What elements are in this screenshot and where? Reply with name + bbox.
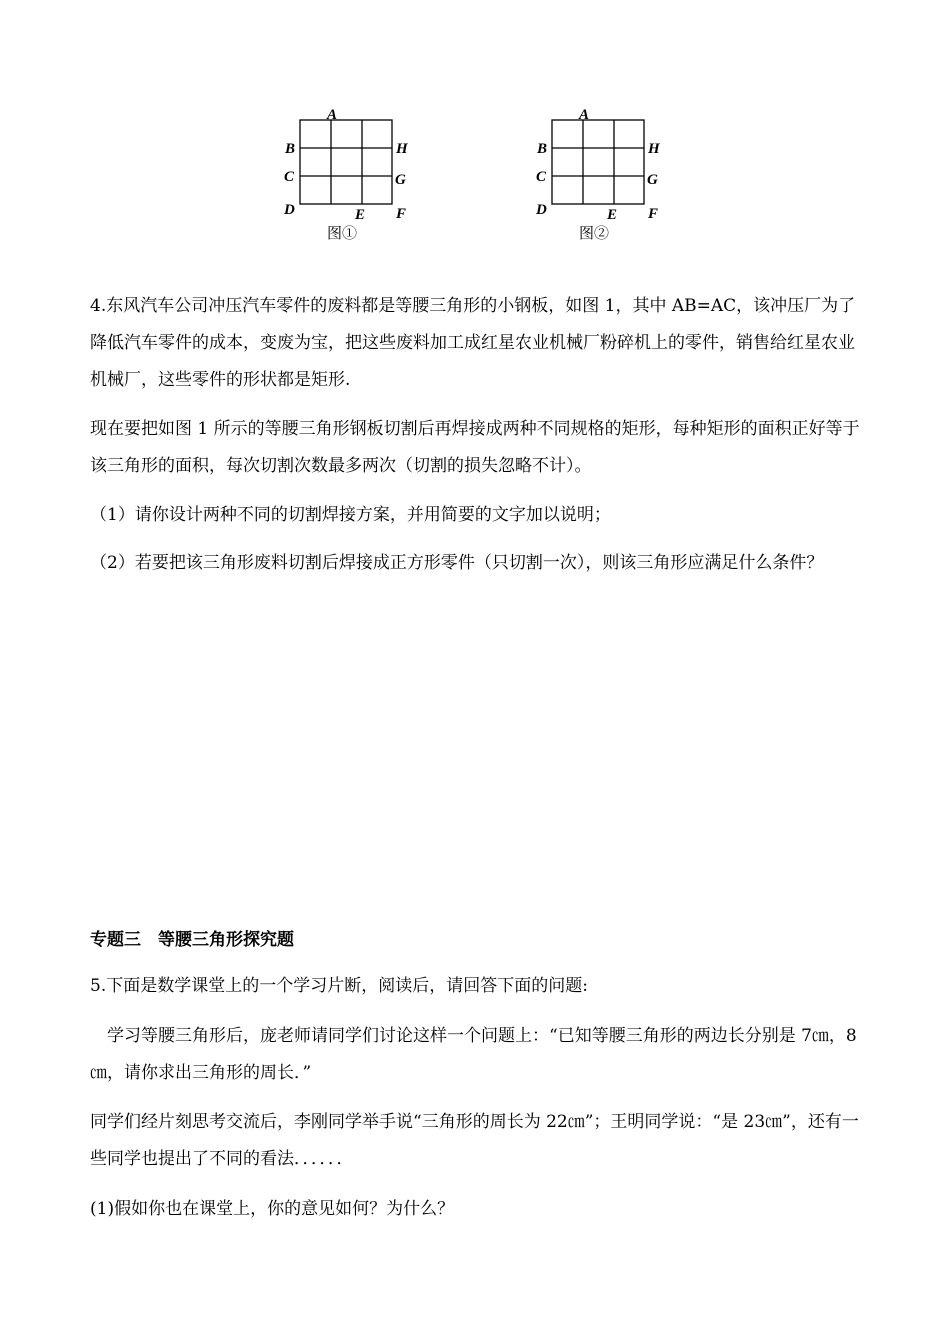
label-a: A <box>327 107 338 123</box>
grid-figure-2 <box>532 102 672 227</box>
problem4-question2: （2）若要把该三角形废料切割后焊接成正方形零件（只切割一次），则该三角形应满足什么条件？ <box>90 553 824 573</box>
label-d: D <box>284 202 295 218</box>
label-f: F <box>648 206 659 222</box>
label-g: G <box>647 172 658 188</box>
label-b: B <box>285 141 296 157</box>
label-h: H <box>396 141 408 157</box>
problem4-task: 现在要把如图 1 所示的等腰三角形钢板切割后再焊接成两种不同规格的矩形，每种矩形的面积正好等于该三角形的面积，每次切割次数最多两次（切割的损失忽略不计）。 <box>90 419 860 476</box>
label-c: C <box>284 169 295 185</box>
label-e: E <box>607 207 618 223</box>
label-f: F <box>396 206 407 222</box>
label-h: H <box>648 141 660 157</box>
figure-caption-1: 图① <box>326 224 357 242</box>
figure-caption-2: 图② <box>578 224 609 242</box>
label-a: A <box>579 107 590 123</box>
problem5-question1: (1)假如你也在课堂上，你的意见如何？为什么？ <box>90 1199 455 1219</box>
grid-figure-1 <box>280 102 420 227</box>
label-b: B <box>537 141 548 157</box>
grid-lines <box>300 120 392 204</box>
label-e: E <box>355 207 366 223</box>
grid-diagram-1 <box>280 102 420 227</box>
label-g: G <box>395 172 406 188</box>
problem5-quote: 学习等腰三角形后，庞老师请同学们讨论这样一个问题上：“已知等腰三角形的两边长分别是 7㎝，8㎝，请你求出三角形的周长．” <box>90 1026 857 1083</box>
problem5-discussion: 同学们经片刻思考交流后，李刚同学举手说“三角形的周长为 22㎝”；王明同学说：“是 23㎝”，还有一些同学也提出了不同的看法．．．．．． <box>90 1112 859 1169</box>
problem4-intro: 4.东风汽车公司冲压汽车零件的废料都是等腰三角形的小钢板，如图 1，其中 AB=AC，该冲压厂为了降低汽车零件的成本，变废为宝，把这些废料加工成红星农业机械厂粉碎机上的零件，销售给红星农业机械厂，这些零件的形状都是矩形. <box>90 296 856 390</box>
section3-heading: 专题三 等腰三角形探究题 <box>90 930 294 950</box>
label-d: D <box>536 202 547 218</box>
problem4-question1: （1）请你设计两种不同的切割焊接方案，并用简要的文字加以说明； <box>90 505 611 525</box>
label-c: C <box>536 169 547 185</box>
grid-diagram-2 <box>532 102 672 227</box>
grid-lines <box>552 120 644 204</box>
problem5-intro: 5.下面是数学课堂上的一个学习片断，阅读后，请回答下面的问题: <box>90 976 588 996</box>
